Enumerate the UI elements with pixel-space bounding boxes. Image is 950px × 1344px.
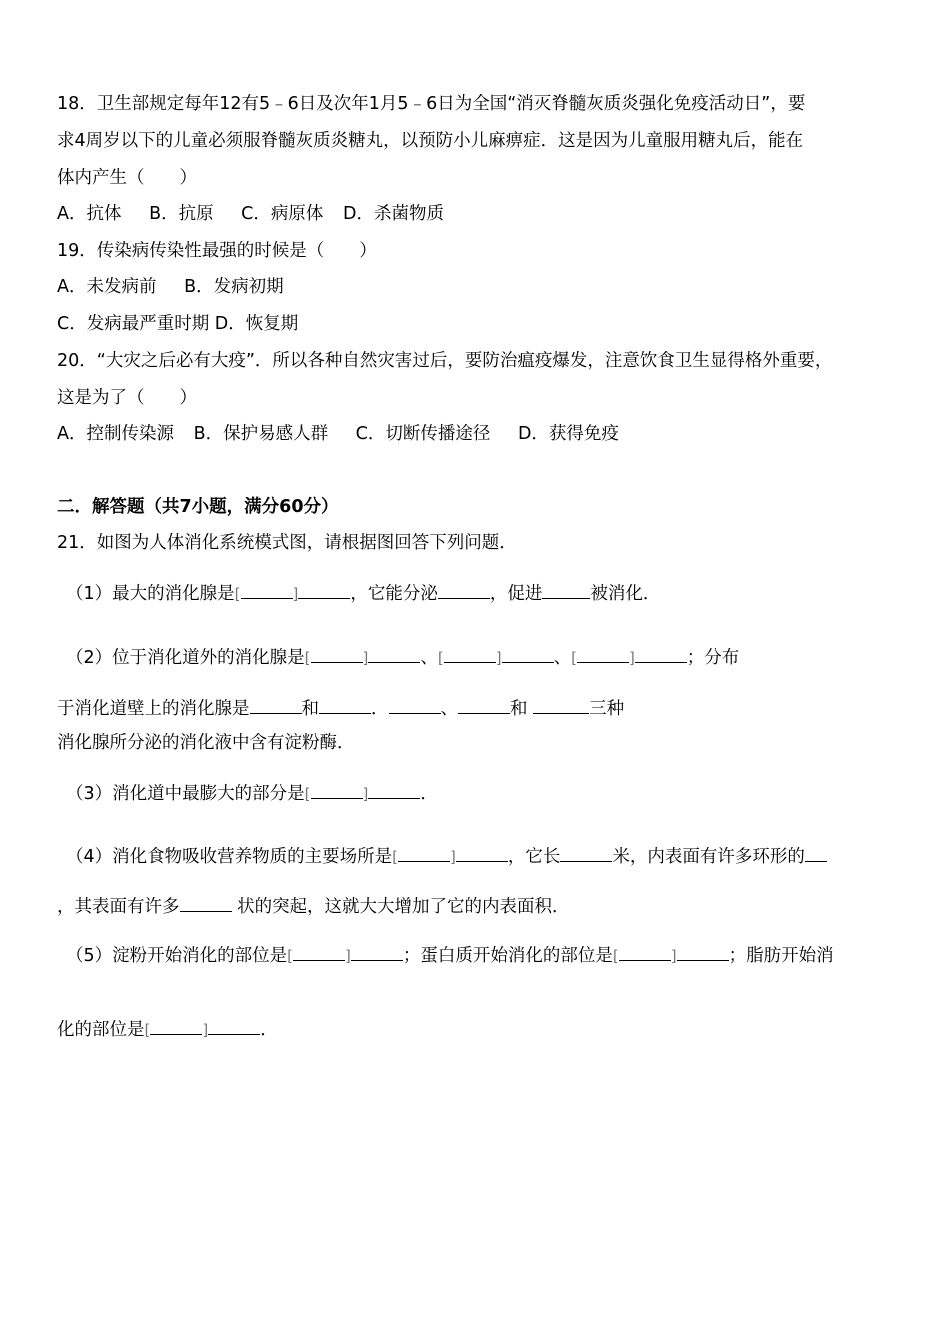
answer-blank [150, 1016, 202, 1035]
answer-blank [311, 780, 363, 799]
q18-option-a: A．抗体 [57, 204, 122, 224]
q18-stem-line3: 体内产生（ ） [57, 168, 197, 188]
q18-options [57, 202, 444, 226]
q21-intro: 21．如图为人体消化系统模式图，请根据图回答下列问题． [57, 533, 517, 553]
q18-stem-line2: 求4周岁以下的儿童必须服脊髓灰质炎糖丸，以预防小儿麻痹症．这是因为儿童服用糖丸后，能在 [57, 131, 804, 151]
answer-blank [577, 644, 629, 663]
q21-part5: （5）淀粉开始消化的部位是[ ] ；蛋白质开始消化的部位是[ ] ；脂肪开始消 [66, 942, 834, 968]
answer-blank [311, 644, 363, 663]
answer-blank [180, 893, 232, 912]
q21-part5-line2: 化的部位是[ ] ． [57, 1016, 278, 1042]
answer-blank [319, 695, 371, 714]
answer-blank [805, 843, 827, 862]
q21-part3: （3）消化道中最膨大的部分是[ ] ． [66, 780, 438, 806]
answer-blank [298, 580, 350, 599]
q19-option-b: B．发病初期 [184, 277, 284, 297]
answer-blank [241, 580, 293, 599]
q18-stem-line1: 18．卫生部规定每年12有5﹣6日及次年1月5﹣6日为全国“消灭脊髓灰质炎强化免疫活动日”，要 [57, 94, 806, 114]
answer-blank [542, 580, 590, 599]
q20-option-c: C．切断传播途径 [355, 424, 491, 444]
q19-option-d: D．恢复期 [214, 314, 299, 334]
q21-part2-line2: 于消化道壁上的消化腺是 和 ． 、 和 三种 [57, 695, 624, 721]
q19-options-row2 [57, 312, 298, 336]
q18-option-c: C．病原体 [241, 204, 324, 224]
answer-blank [502, 644, 554, 663]
answer-blank [635, 644, 687, 663]
q21-part1: （1）最大的消化腺是[ ] ，它能分泌 ，促进 被消化． [66, 580, 660, 606]
answer-blank [208, 1016, 260, 1035]
q20-stem-line2: 这是为了（ ） [57, 388, 197, 408]
q18-option-d: D．杀菌物质 [342, 204, 444, 224]
answer-blank [398, 843, 450, 862]
answer-blank [438, 580, 490, 599]
answer-blank [250, 695, 302, 714]
q21-part2-line3: 消化腺所分泌的消化液中含有淀粉酶． [57, 733, 355, 753]
q21-part4: （4）消化食物吸收营养物质的主要场所是[ ] ，它长 米，内表面有许多环形的 [66, 843, 827, 869]
q19-stem: 19．传染病传染性最强的时候是（ ） [57, 241, 377, 261]
q21-part4-line2: ，其表面有许多 状的突起，这就大大增加了它的内表面积． [57, 893, 570, 919]
answer-blank [619, 942, 671, 961]
q21-part2: （2）位于消化道外的消化腺是[ ] 、[ ] 、[ ] ；分布 [66, 644, 739, 670]
answer-blank [389, 695, 441, 714]
answer-blank [351, 942, 403, 961]
q20-option-b: B．保护易感人群 [193, 424, 329, 444]
q19-option-c: C．发病最严重时期 [57, 314, 210, 334]
q20-option-a: A．控制传染源 [57, 424, 174, 444]
q19-options-row1 [57, 275, 284, 299]
section-title: 二．解答题（共7小题，满分60分） [57, 497, 339, 517]
q19-option-a: A．未发病前 [57, 277, 157, 297]
answer-blank [560, 843, 612, 862]
answer-blank [533, 695, 589, 714]
answer-blank [677, 942, 729, 961]
answer-blank [368, 644, 420, 663]
answer-blank [293, 942, 345, 961]
q20-option-d: D．获得免疫 [517, 424, 619, 444]
q20-options [57, 422, 619, 446]
answer-blank [458, 695, 510, 714]
q20-stem-line1: 20．“大灾之后必有大疫”．所以各种自然灾害过后，要防治瘟疫爆发，注意饮食卫生显得格外重要， [57, 351, 833, 371]
q18-option-b: B．抗原 [149, 204, 214, 224]
answer-blank [368, 780, 420, 799]
answer-blank [444, 644, 496, 663]
answer-blank [456, 843, 508, 862]
